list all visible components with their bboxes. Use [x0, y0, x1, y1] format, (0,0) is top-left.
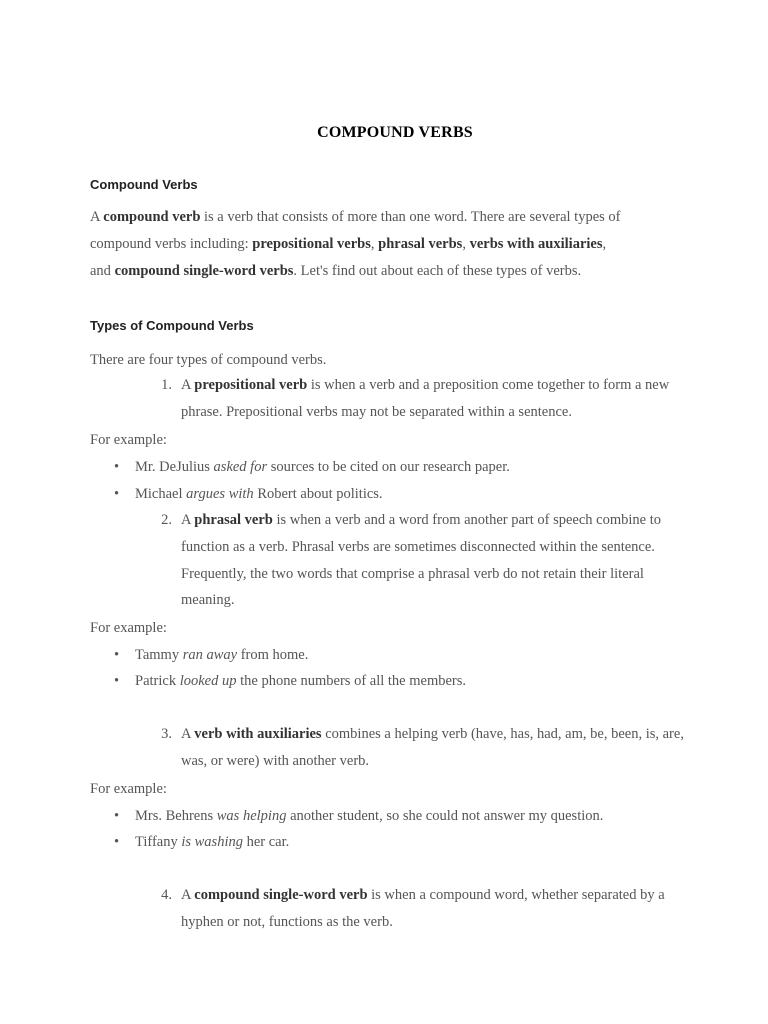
section-heading-compound-verbs: Compound Verbs: [90, 177, 198, 192]
numbered-item-3: 3. A verb with auxiliaries combines a helping verb (have, has, had, am, be, been, is, are, was, or were) with another verb.: [150, 721, 690, 777]
document-title: COMPOUND VERBS: [317, 124, 473, 141]
term-verbs-with-auxiliaries: verbs with auxiliaries: [469, 236, 603, 252]
intro-line-3: and compound single-word verbs. Let's find out about each of these types of verbs.: [90, 263, 582, 279]
for-example-label: For example:: [90, 432, 167, 448]
term-compound-verb: compound verb: [103, 209, 201, 225]
bullet-icon: •: [114, 647, 120, 663]
numbered-item-2: 2. A phrasal verb is when a verb and a word from another part of speech combine to function as a verb. Phrasal verbs are sometimes disconnected within the sentence. Frequently, the two words that comprise a phrasal verb do not retain their literal meaning.: [150, 507, 690, 617]
bullet-icon: •: [114, 486, 120, 502]
for-example-label: For example:: [90, 620, 167, 636]
term-prepositional-verbs: prepositional verbs: [252, 236, 371, 252]
term: prepositional verb: [194, 377, 308, 393]
item-number: 4.: [161, 887, 172, 903]
term: compound single-word verb: [194, 887, 368, 903]
for-example-label: For example:: [90, 781, 167, 797]
section-heading-types: Types of Compound Verbs: [90, 318, 254, 333]
bullet-icon: •: [114, 808, 120, 824]
term: phrasal verb: [194, 512, 273, 528]
types-intro: There are four types of compound verbs.: [90, 352, 327, 368]
document-page: COMPOUND VERBS Compound Verbs A compound verb is a verb that consists of more than one word. There are several types of compound verbs including: prepositional verbs, phrasal verbs, verbs with auxiliaries, and compound single-word verbs. Let's find out about each of these types of verbs. Types of Compound Verbs There are four types of compound verbs. 1. A prepositional verb is when a verb and a preposition come together to form a new phrase. Prepositional verbs may not be separated within a sentence. For example: • Mr. DeJulius asked for sources to be cited on our research paper. • Michael argues with Robert about politics. 2. A phrasal verb is when a verb and a word from another part of speech combine to function as a verb. Phrasal verbs are sometimes disconnected within the sentence. Frequently, the two words that comprise a phrasal verb do not retain their literal meaning. For example: • Tammy ran away from home. • Patrick looked up the phone numbers of all the members. 3. A verb with auxiliaries combines a helping verb (have, has, had, am, be, been, is, are, was, or were) with another verb. For example: • Mrs. Behrens was helping another student, so she could not answer my question. • Tiffany is washing her car. 4. A compound single-word verb is when a compound word, whether separated by a hyphen or not, functions as the verb.: [0, 0, 768, 1024]
item-number: 2.: [161, 512, 172, 528]
bullet-icon: •: [114, 459, 120, 475]
intro-line-1: A compound verb is a verb that consists of more than one word. There are several types of: [90, 209, 621, 225]
item-number: 1.: [161, 377, 172, 393]
term: verb with auxiliaries: [194, 726, 322, 742]
numbered-item-4: 4. A compound single-word verb is when a compound word, whether separated by a hyphen or not, functions as the verb.: [150, 882, 690, 938]
numbered-item-1: 1. A prepositional verb is when a verb and a preposition come together to form a new phrase. Prepositional verbs may not be separated within a sentence.: [150, 372, 690, 428]
term-compound-single-word-verbs: compound single-word verbs: [114, 263, 294, 279]
term-phrasal-verbs: phrasal verbs: [378, 236, 463, 252]
bullet-icon: •: [114, 673, 120, 689]
item-number: 3.: [161, 726, 172, 742]
bullet-icon: •: [114, 834, 120, 850]
intro-line-2: compound verbs including: prepositional verbs, phrasal verbs, verbs with auxiliaries,: [90, 236, 607, 252]
